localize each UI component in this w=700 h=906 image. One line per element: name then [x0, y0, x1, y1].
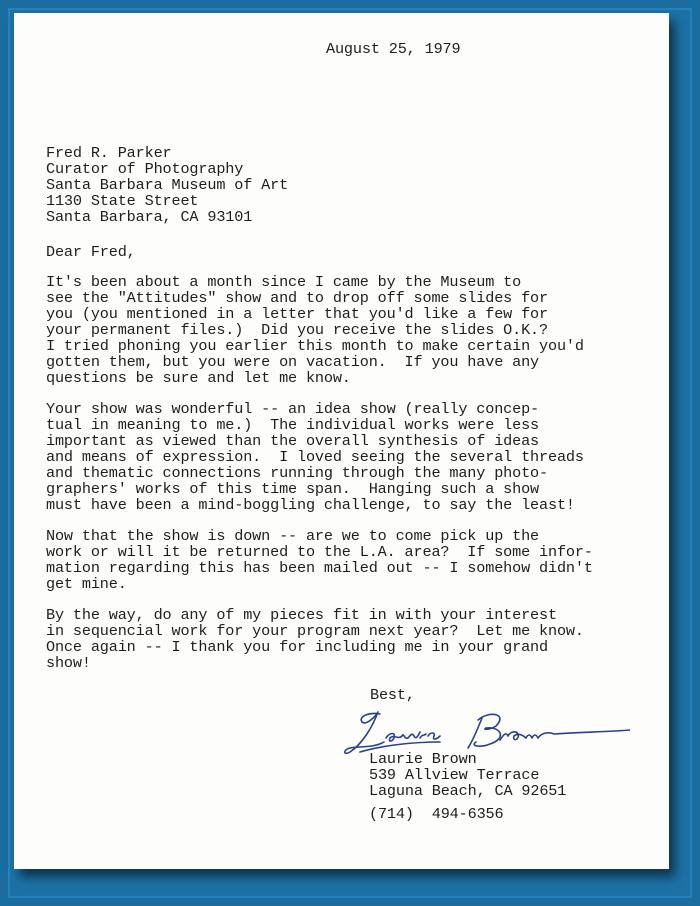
- paragraph-line: see the "Attitudes" show and to drop off some slides for: [46, 289, 548, 307]
- paragraph-line: work or will it be returned to the L.A. area? If some infor-: [46, 543, 593, 561]
- paragraph-4: [46, 607, 584, 671]
- paragraph-line: you (you mentioned in a letter that you'd like a few for: [46, 305, 548, 323]
- recipient-name: Fred R. Parker: [46, 144, 172, 162]
- paragraph-line: I tried phoning you earlier this month to make certain you'd: [46, 337, 584, 355]
- paragraph-line: in sequencial work for your program next year? Let me know.: [46, 622, 584, 640]
- paragraph-line: your permanent files.) Did you receive the slides O.K.?: [46, 321, 548, 339]
- sender-street: 539 Allview Terrace: [369, 766, 540, 784]
- paragraph-line: Once again -- I thank you for including me in your grand: [46, 638, 548, 656]
- recipient-organization: Santa Barbara Museum of Art: [46, 176, 289, 194]
- paragraph-line: and means of expression. I loved seeing the several threads: [46, 448, 584, 466]
- paragraph-line: tual in meaning to me.) The individual works were less: [46, 416, 540, 434]
- recipient-title: Curator of Photography: [46, 160, 244, 178]
- paragraph-line: important as viewed than the overall synthesis of ideas: [46, 432, 540, 450]
- paragraph-line: get mine.: [46, 575, 127, 593]
- paragraph-line: graphers' works of this time span. Hanging such a show: [46, 480, 540, 498]
- recipient-address: [46, 145, 288, 225]
- paragraph-line: mation regarding this has been mailed out -- I somehow didn't: [46, 559, 593, 577]
- paragraph-line: gotten them, but you were on vacation. If you have any: [46, 353, 540, 371]
- closing: Best,: [370, 686, 415, 704]
- paragraph-line: show!: [46, 654, 91, 672]
- paragraph-1: [46, 274, 584, 386]
- sender-name: Laurie Brown: [369, 750, 477, 768]
- paragraph-line: Now that the show is down -- are we to come pick up the: [46, 527, 540, 545]
- paragraph-2: [46, 401, 584, 513]
- recipient-street: 1130 State Street: [46, 192, 199, 210]
- paragraph-line: Your show was wonderful -- an idea show (really concep-: [46, 400, 540, 418]
- sender-city: Laguna Beach, CA 92651: [369, 782, 567, 800]
- paragraph-line: By the way, do any of my pieces fit in with your interest: [46, 606, 557, 624]
- salutation: Dear Fred,: [46, 243, 136, 261]
- paragraph-line: must have been a mind-boggling challenge, to say the least!: [46, 496, 575, 514]
- paragraph-3: [46, 528, 593, 592]
- sender-phone: (714) 494-6356: [369, 805, 504, 823]
- paragraph-line: It's been about a month since I came by the Museum to: [46, 273, 522, 291]
- sender-address: [369, 751, 566, 799]
- letter-page: [14, 13, 669, 869]
- letter-date: August 25, 1979: [326, 40, 461, 58]
- recipient-city: Santa Barbara, CA 93101: [46, 208, 253, 226]
- paragraph-line: and thematic connections running through the many photo-: [46, 464, 548, 482]
- signature-text: [14, 13, 15, 14]
- paragraph-line: questions be sure and let me know.: [46, 369, 351, 387]
